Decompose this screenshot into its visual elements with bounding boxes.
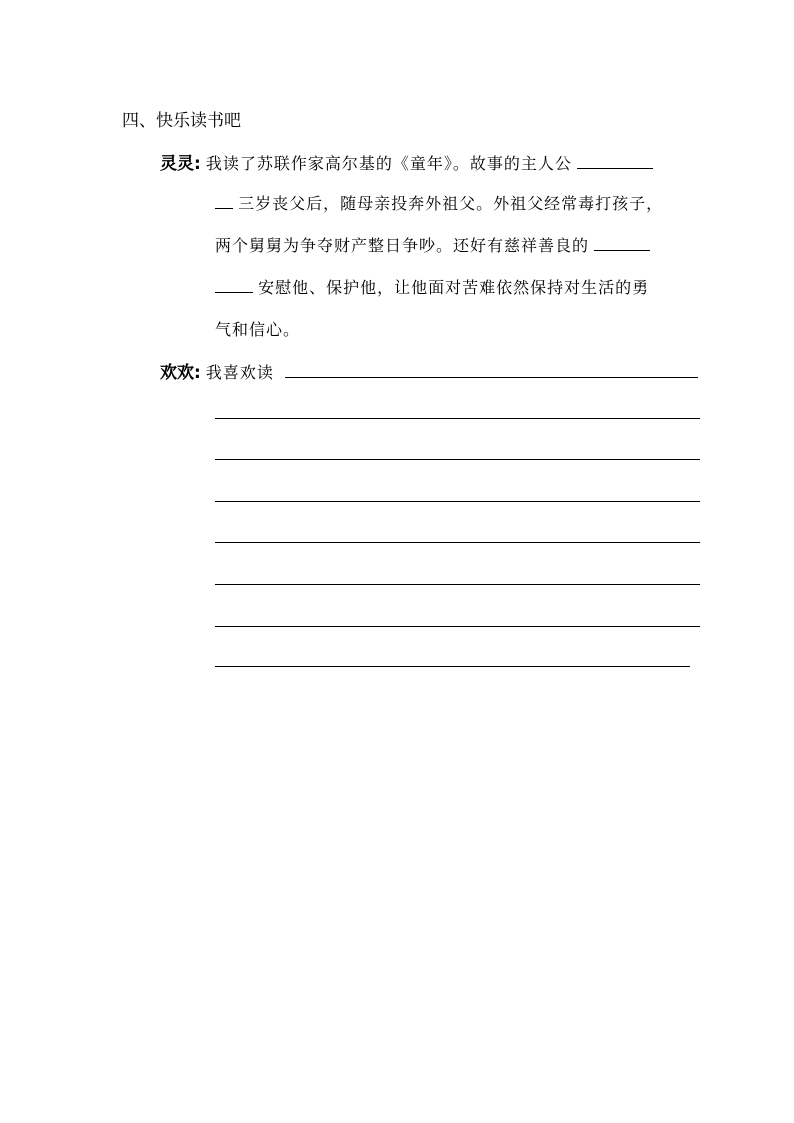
lingling-line-2 [215, 191, 663, 214]
writing-line-1[interactable] [285, 377, 698, 378]
answer-blank-protagonist-b[interactable] [215, 207, 233, 209]
speaker-huanhuan: 欢欢: [160, 363, 201, 383]
writing-line-2[interactable] [215, 418, 700, 419]
writing-line-3[interactable] [215, 459, 700, 460]
lingling-line-1 [160, 149, 653, 174]
lingling-line-3 [215, 233, 650, 256]
answer-blank-comforter-a[interactable] [594, 249, 650, 251]
writing-line-4[interactable] [215, 501, 700, 502]
lingling-text-4: 安慰他、保护他，让他面对苦难依然保持对生活的勇 [258, 278, 650, 297]
lingling-text-3: 两个舅舅为争夺财产整日争吵。还好有慈祥善良的 [215, 236, 590, 255]
writing-line-6[interactable] [215, 584, 700, 585]
writing-line-7[interactable] [215, 626, 700, 627]
huanhuan-line [160, 358, 274, 383]
lingling-text-2: 三岁丧父后，随母亲投奔外祖父。外祖父经常毒打孩子， [238, 194, 664, 213]
lingling-text-5: 气和信心。 [215, 320, 301, 339]
writing-line-8[interactable] [215, 666, 690, 667]
section-heading: 四、快乐读书吧 [122, 111, 241, 131]
answer-blank-protagonist-a[interactable] [577, 167, 653, 169]
speaker-lingling: 灵灵: [160, 154, 201, 174]
huanhuan-prompt: 我喜欢读 [205, 363, 274, 382]
lingling-line-5 [215, 317, 300, 340]
answer-blank-comforter-b[interactable] [215, 291, 253, 293]
lingling-text-1: 我读了苏联作家高尔基的《童年》。故事的主人公 [205, 154, 572, 173]
writing-line-5[interactable] [215, 542, 700, 543]
lingling-line-4 [215, 275, 649, 298]
